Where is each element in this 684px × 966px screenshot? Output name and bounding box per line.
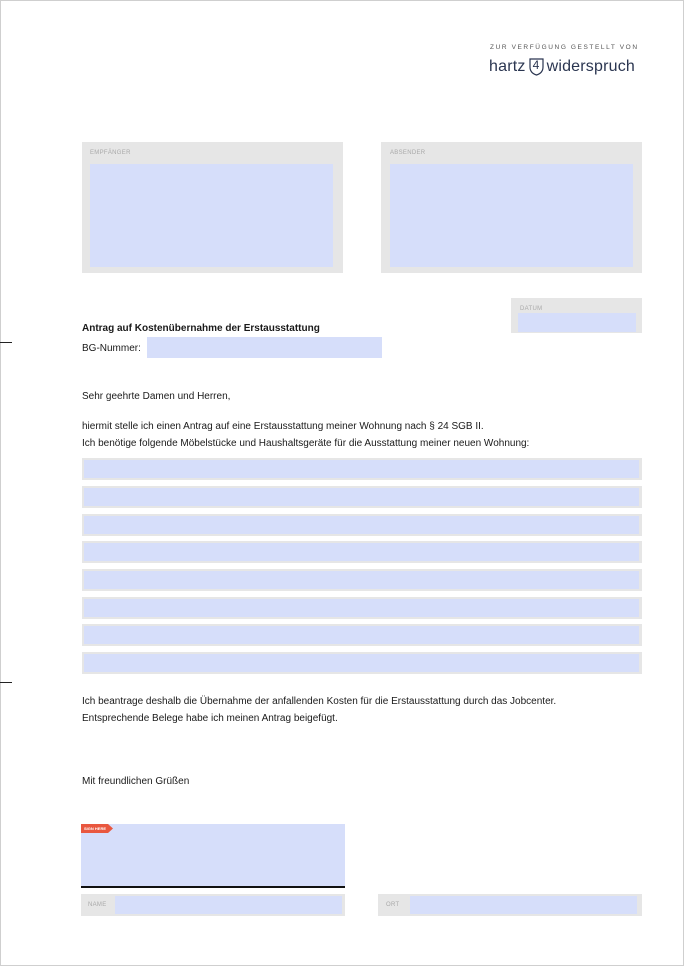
item-field-4[interactable] [84,543,639,561]
item-field-3[interactable] [84,516,639,534]
name-label: NAME [88,902,107,908]
subject-heading: Antrag auf Kostenübernahme der Erstausstattung [82,323,320,334]
intro-line-2: Ich benötige folgende Möbelstücke und Haushaltsgeräte für die Ausstattung meiner neuen Wohnung: [82,438,530,449]
place-label: ORT [386,902,400,908]
item-field-1[interactable] [84,460,639,478]
item-field-8[interactable] [84,654,639,672]
fold-mark-top [0,342,12,343]
signature-field[interactable] [81,824,345,886]
closing-line-1: Ich beantrage deshalb die Übernahme der anfallenden Kosten für die Erstausstattung durch das Jobcenter. [82,696,557,707]
date-field[interactable] [518,313,636,332]
name-field[interactable] [115,896,342,914]
bg-number-field[interactable] [147,337,382,358]
signature-line [81,886,345,888]
salutation-text: Sehr geehrte Damen und Herren, [82,391,231,402]
item-field-2[interactable] [84,488,639,506]
intro-line-1: hiermit stelle ich einen Antrag auf eine Erstausstattung meiner Wohnung nach § 24 SGB II. [82,421,484,432]
item-field-6[interactable] [84,599,639,617]
closing-line-2: Entsprechende Belege habe ich meinen Antrag beigefügt. [82,713,338,724]
brand-name-right: widerspruch [546,58,636,75]
sender-label: ABSENDER [390,150,426,156]
sign-here-tag-text: SIGN HERE [84,826,107,831]
brand-logo [489,58,635,76]
date-label: DATUM [520,306,543,312]
shield-icon [529,58,544,76]
brand-name-left: hartz [489,58,526,75]
place-field[interactable] [410,896,637,914]
brand-number: 4 [532,58,540,72]
fold-mark-bottom [0,682,12,683]
recipient-field[interactable] [90,164,333,267]
recipient-label: EMPFÄNGER [90,150,131,156]
bg-number-label: BG-Nummer: [82,343,141,354]
regards-text: Mit freundlichen Grüßen [82,776,190,787]
provided-by-text: ZUR VERFÜGUNG GESTELLT VON [490,44,639,51]
sender-field[interactable] [390,164,633,267]
item-field-7[interactable] [84,626,639,644]
item-field-5[interactable] [84,571,639,589]
